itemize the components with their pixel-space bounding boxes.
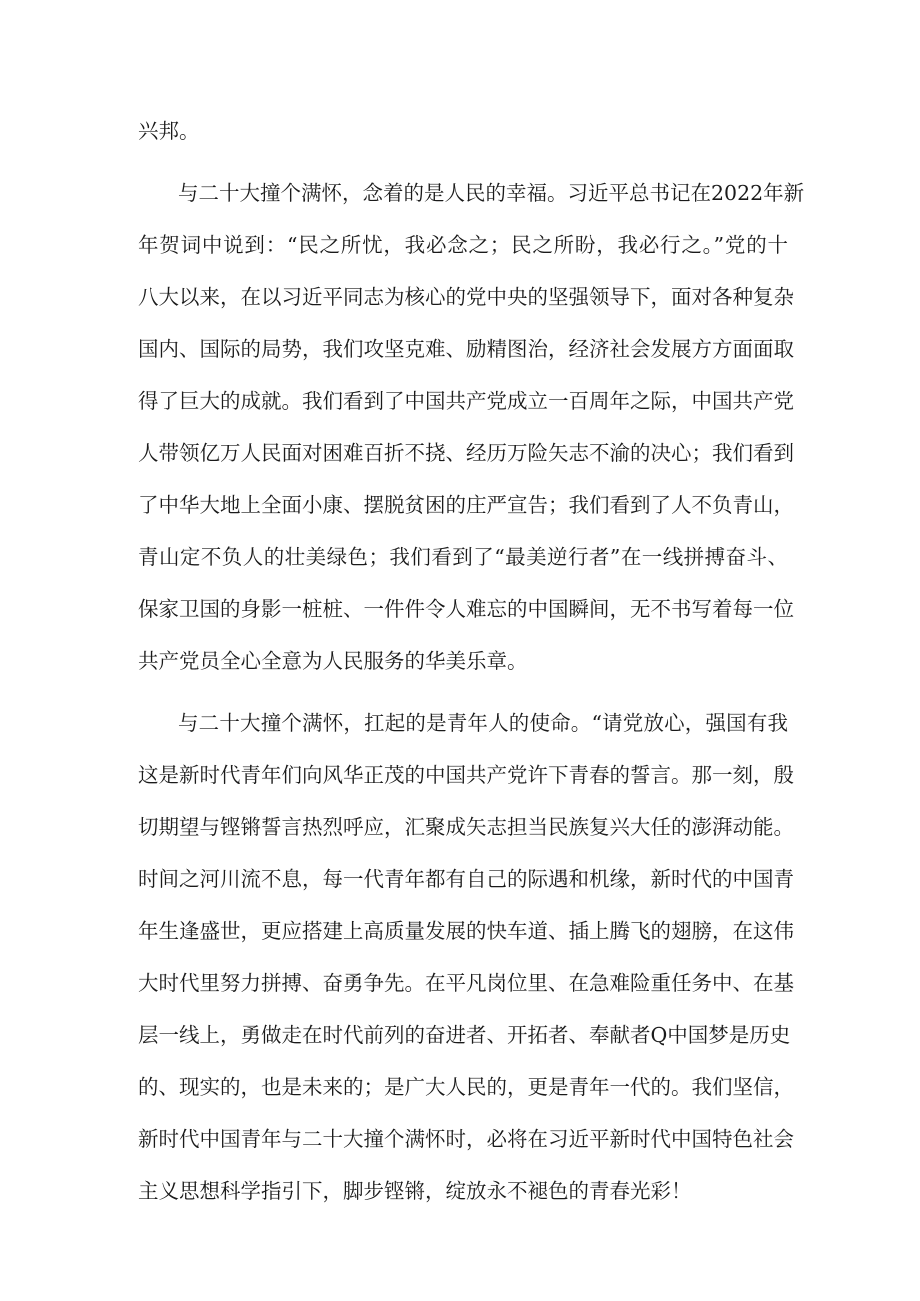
paragraph-3-line-2: 这是新时代青年们向风华正茂的中国共产党许下青春的誓言。那一刻，殷 bbox=[138, 763, 794, 787]
paragraph-2-line-6: 人带领亿万人民面对困难百折不挠、经历万险矢志不渝的决心；我们看到 bbox=[138, 441, 794, 465]
paragraph-3-line-5: 年生逢盛世，更应搭建上高质量发展的快车道、插上腾飞的翅膀，在这伟 bbox=[138, 919, 794, 943]
paragraph-2-line-10: 共产党员全心全意为人民服务的华美乐章。 bbox=[138, 649, 528, 673]
paragraph-2-line-2: 年贺词中说到：“民之所忧，我必念之；民之所盼，我必行之。”党的十 bbox=[138, 233, 788, 257]
paragraph-3-line-6: 大时代里努力拼搏、奋勇争先。在平凡岗位里、在急难险重任务中、在基 bbox=[138, 971, 794, 995]
paragraph-2-line-8: 青山定不负人的壮美绿色；我们看到了“最美逆行者”在一线拼搏奋斗、 bbox=[138, 545, 788, 569]
paragraph-2-line-3: 八大以来，在以习近平同志为核心的党中央的坚强领导下，面对各种复杂 bbox=[138, 285, 794, 309]
paragraph-2-line-4: 国内、国际的局势，我们攻坚克难、励精图治，经济社会发展方方面面取 bbox=[138, 337, 794, 361]
paragraph-3-line-3: 切期望与铿锵誓言热烈呼应，汇聚成矢志担当民族复兴大任的澎湃动能。 bbox=[138, 815, 794, 839]
paragraph-2-line-7: 了中华大地上全面小康、摆脱贫困的庄严宣告；我们看到了人不负青山， bbox=[138, 493, 794, 517]
paragraph-2-line-5: 得了巨大的成就。我们看到了中国共产党成立一百周年之际，中国共产党 bbox=[138, 389, 794, 413]
paragraph-1-line-1: 兴邦。 bbox=[138, 119, 200, 143]
paragraph-3-line-1: 与二十大撞个满怀，扛起的是青年人的使命。“请党放心，强国有我 bbox=[178, 711, 788, 735]
paragraph-2-line-9: 保家卫国的身影一桩桩、一件件令人难忘的中国瞬间，无不书写着每一位 bbox=[138, 597, 794, 621]
paragraph-3-line-7: 层一线上，勇做走在时代前列的奋进者、开拓者、奉献者Q中国梦是历史 bbox=[138, 1023, 791, 1047]
paragraph-3-line-4: 时间之河川流不息，每一代青年都有自己的际遇和机缘，新时代的中国青 bbox=[138, 867, 794, 891]
paragraph-3-line-10: 主义思想科学指引下，脚步铿锵，绽放永不褪色的青春光彩！ bbox=[138, 1179, 692, 1203]
paragraph-3-line-9: 新时代中国青年与二十大撞个满怀时，必将在习近平新时代中国特色社会 bbox=[138, 1127, 794, 1151]
paragraph-3-line-8: 的、现实的，也是未来的；是广大人民的，更是青年一代的。我们坚信， bbox=[138, 1075, 794, 1099]
paragraph-2-line-1: 与二十大撞个满怀，念着的是人民的幸福。习近平总书记在2022年新 bbox=[178, 181, 805, 205]
